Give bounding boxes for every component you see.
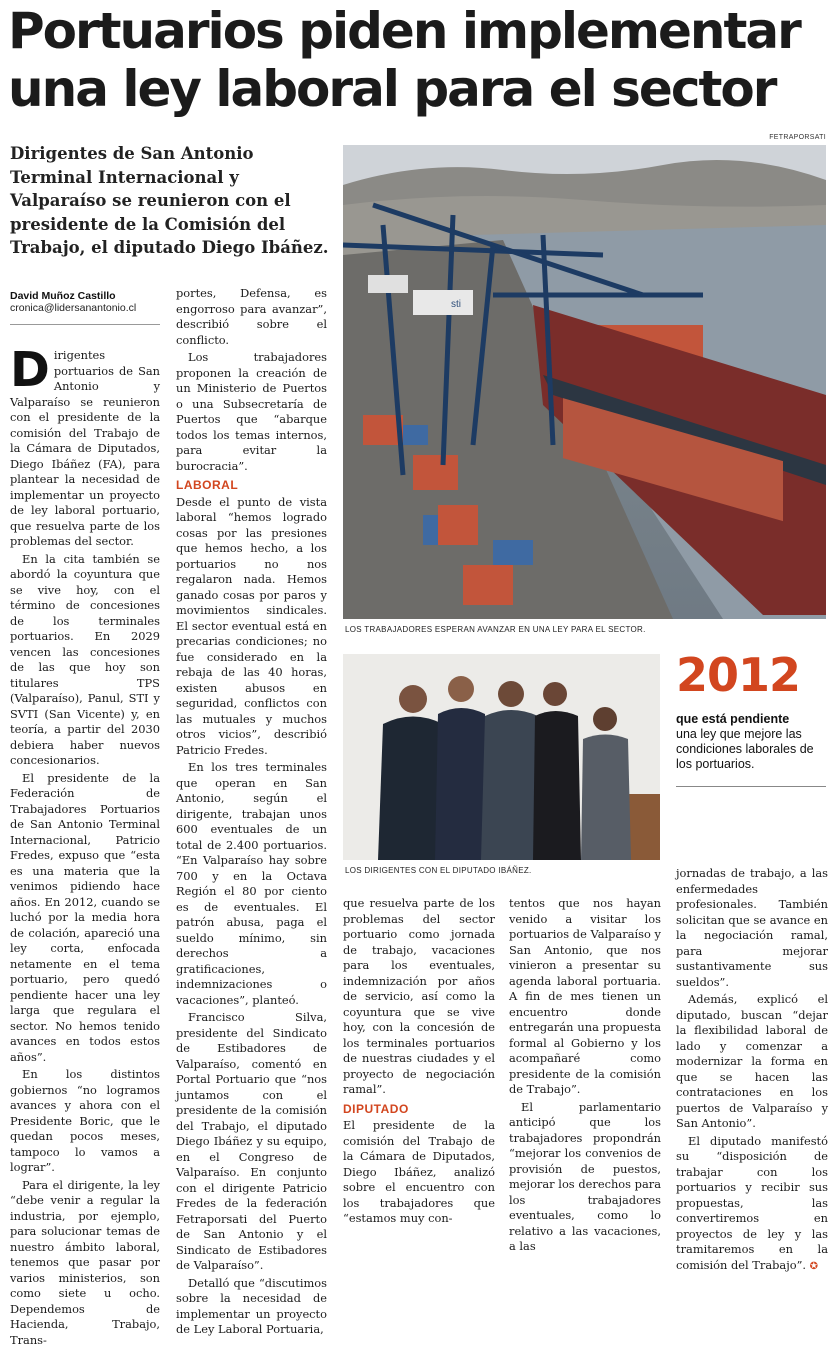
subhead-laboral: LABORAL <box>176 478 239 492</box>
paragraph: Los trabajadores proponen la creación de un Ministerio de Puertos o una Subsecretaría de Puertos que “abarque todos los temas internos, para evitar la burocracia”. <box>176 350 327 473</box>
paragraph: Para el dirigente, la ley “debe venir a regular la industria, por ejemplo, para solucionar temas de nuestro ámbito laboral, tenemos que pasar por varios ministerios, son como siete u ocho. Dependemos de Hacienda, Trabajo, Trans- <box>10 1177 160 1347</box>
subhead-diputado: DIPUTADO <box>343 1101 409 1116</box>
port-photo-illustration <box>343 145 826 619</box>
byline-divider <box>10 324 160 325</box>
paragraph: El parlamentario anticipó que los trabajadores propondrán “mejorar los convenios de provisión de puestos, mejorar los derechos para los trabajadores eventuales, como lo relativo a las vacaciones, a las <box>509 1099 661 1253</box>
paragraph: En los distintos gobiernos “no logramos avances y ahora con el Presidente Boric, que le quedan pocos meses, tampoco lo vamos a lograr”. <box>10 1067 160 1174</box>
group-photo-illustration <box>343 654 660 860</box>
paragraph: que resuelva parte de los problemas del sector portuario como jornada de trabajo, vacaciones para los eventuales, indemnización por años de servicio, así como la coyuntura que se vive hoy, con la concesión de los terminales portuarios de nuestras ciudades y el proyecto de negociación ramal”. <box>343 896 495 1096</box>
byline-email[interactable]: cronica@lidersanantonio.cl <box>10 302 137 314</box>
group-photo-caption: LOS DIRIGENTES CON EL DIPUTADO IBÁÑEZ. <box>345 866 532 875</box>
stat-lead: que está pendiente <box>676 712 790 726</box>
paragraph: portes, Defensa, es engorroso para avanzar”, describió sobre el conflicto. <box>176 286 327 347</box>
end-mark-icon: ✪ <box>809 1260 819 1272</box>
paragraph: tentos que nos hayan venido a visitar los portuarios de Valparaíso y San Antonio, que nos vinieron a presentar su agenda laboral portuaria. A fin de mes tienen un encuentro donde entregarán una propuesta formal al Gobierno y los acompañaré como presidente de la comisión de Trabajo”. <box>509 896 661 1096</box>
paragraph: Detalló que “discutimos sobre la necesidad de implementar un proyecto de Ley Laboral Portuaria, <box>176 1275 327 1336</box>
paragraph: Dirigentes portuarios de San Antonio y Valparaíso se reunieron con el presidente de la comisión del Trabajo de la Cámara de Diputados, Diego Ibáñez (FA), para plantear la necesidad de implementar un proyecto de ley laboral portuario, que resuelva parte de los problemas del sector. <box>10 342 160 548</box>
drop-cap: D <box>10 342 50 398</box>
stat-text <box>676 712 828 772</box>
byline-author: David Muñoz Castillo <box>10 290 116 302</box>
port-photo-caption: LOS TRABAJADORES ESPERAN AVANZAR EN UNA LEY PARA EL SECTOR. <box>345 625 646 634</box>
paragraph: Francisco Silva, presidente del Sindicato de Estibadores de Valparaíso, comentó en Portal Portuario que “nos juntamos con el presidente de la comisión del Trabajo, el diputado Diego Ibáñez y su equipo, en el Congreso de Valparaíso. En conjunto con el dirigente Patricio Fredes de la federación Fetraporsati del Puerto de San Antonio y el Sindicato de Estibadores de Valparaíso”. <box>176 1010 327 1272</box>
byline <box>10 290 162 314</box>
body-column-5 <box>676 866 828 1276</box>
paragraph: En la cita también se abordó la coyuntura que se vive hoy, con el término de concesiones de los terminales portuarios. En 2029 vencen las concesiones de las que hoy son titulares TPS (Valparaíso), Panul, STI y SVTI (San Vicente) y, en teoría, a partir del 2030 debiera haber nuevos concesionarios. <box>10 551 160 767</box>
paragraph: Desde el punto de vista laboral “hemos logrado cosas por las presiones que hemos hecho, a los portuarios no nos regalaron nada. Hemos ganado cosas por paros y movimientos sindicales. El sector eventual está en precarias condiciones; no fue considerado en la rebaja de las 40 horas, existen abusos en seguridad, conflictos con las mutuales y muchos otros vicios”, describió Patricio Fredes. <box>176 494 327 757</box>
paragraph: jornadas de trabajo, a las enfermedades profesionales. También solicitan que se avance en la negociación ramal, para mejorar sustantivamente sus sueldos”. <box>676 866 828 989</box>
photo-credit: FETRAPORSATI <box>769 134 826 141</box>
paragraph: El presidente de la Federación de Trabajadores Portuarios de San Antonio Terminal Internacional, Patricio Fredes, expuso que “esta es una materia que la venimos pidiendo hace años. En 2012, cuando se luchó por la media hora de colación, apareció una ley corta, enfocada netamente en el tema portuario, pero quedó pendiente hacer una ley larga que regulara el sector. No hemos tenido avances en todos estos años”. <box>10 770 160 1064</box>
paragraph: Además, explicó el diputado, buscan “dejar la flexibilidad laboral de lado y comenzar a modernizar la forma en que se hacen las contrataciones en los puertos de Valparaíso y San Antonio”. <box>676 992 828 1130</box>
headline-line-1: Portuarios piden implementar <box>8 2 800 60</box>
body-column-3 <box>343 896 495 1229</box>
headline-line-2: una ley laboral para el sector <box>8 60 776 118</box>
paragraph: El diputado manifestó su “disposición de trabajar con los portuarios y recibir sus propuestas, las convertiremos en proyectos de ley y las tramitaremos en la comisión del Trabajo”. ✪ <box>676 1133 828 1272</box>
body-column-4 <box>509 896 661 1257</box>
body-column-2 <box>176 286 327 1340</box>
paragraph: En los tres terminales que operan en San Antonio, según el dirigente, trabajan unos 600 eventuales de un total de 2.400 portuarios. “En Valparaíso hay sobre 700 y en la Octava Región el 80 por ciento es de eventuales. El patrón abusa, paga el sueldo mínimo, sin derechos a gratificaciones, indemnizaciones o vacaciones”, planteó. <box>176 760 327 1007</box>
stat-number: 2012 <box>676 648 801 702</box>
body-column-1 <box>10 342 160 1350</box>
paragraph: El presidente de la comisión del Trabajo de la Cámara de Diputados, Diego Ibáñez, analizó sobre el encuentro con los trabajadores que “estamos muy con- <box>343 1118 495 1225</box>
port-photo <box>343 145 826 619</box>
stat-divider <box>676 786 826 787</box>
group-photo <box>343 654 660 860</box>
headline <box>8 2 828 118</box>
deck: Dirigentes de San Antonio Terminal Internacional y Valparaíso se reunieron con el presidente de la Comisión del Trabajo, el diputado Diego Ibáñez. <box>10 144 329 257</box>
stat-description: una ley que mejore las condiciones laborales de los portuarios. <box>676 727 814 771</box>
crane-brand-label: sti <box>451 299 461 310</box>
